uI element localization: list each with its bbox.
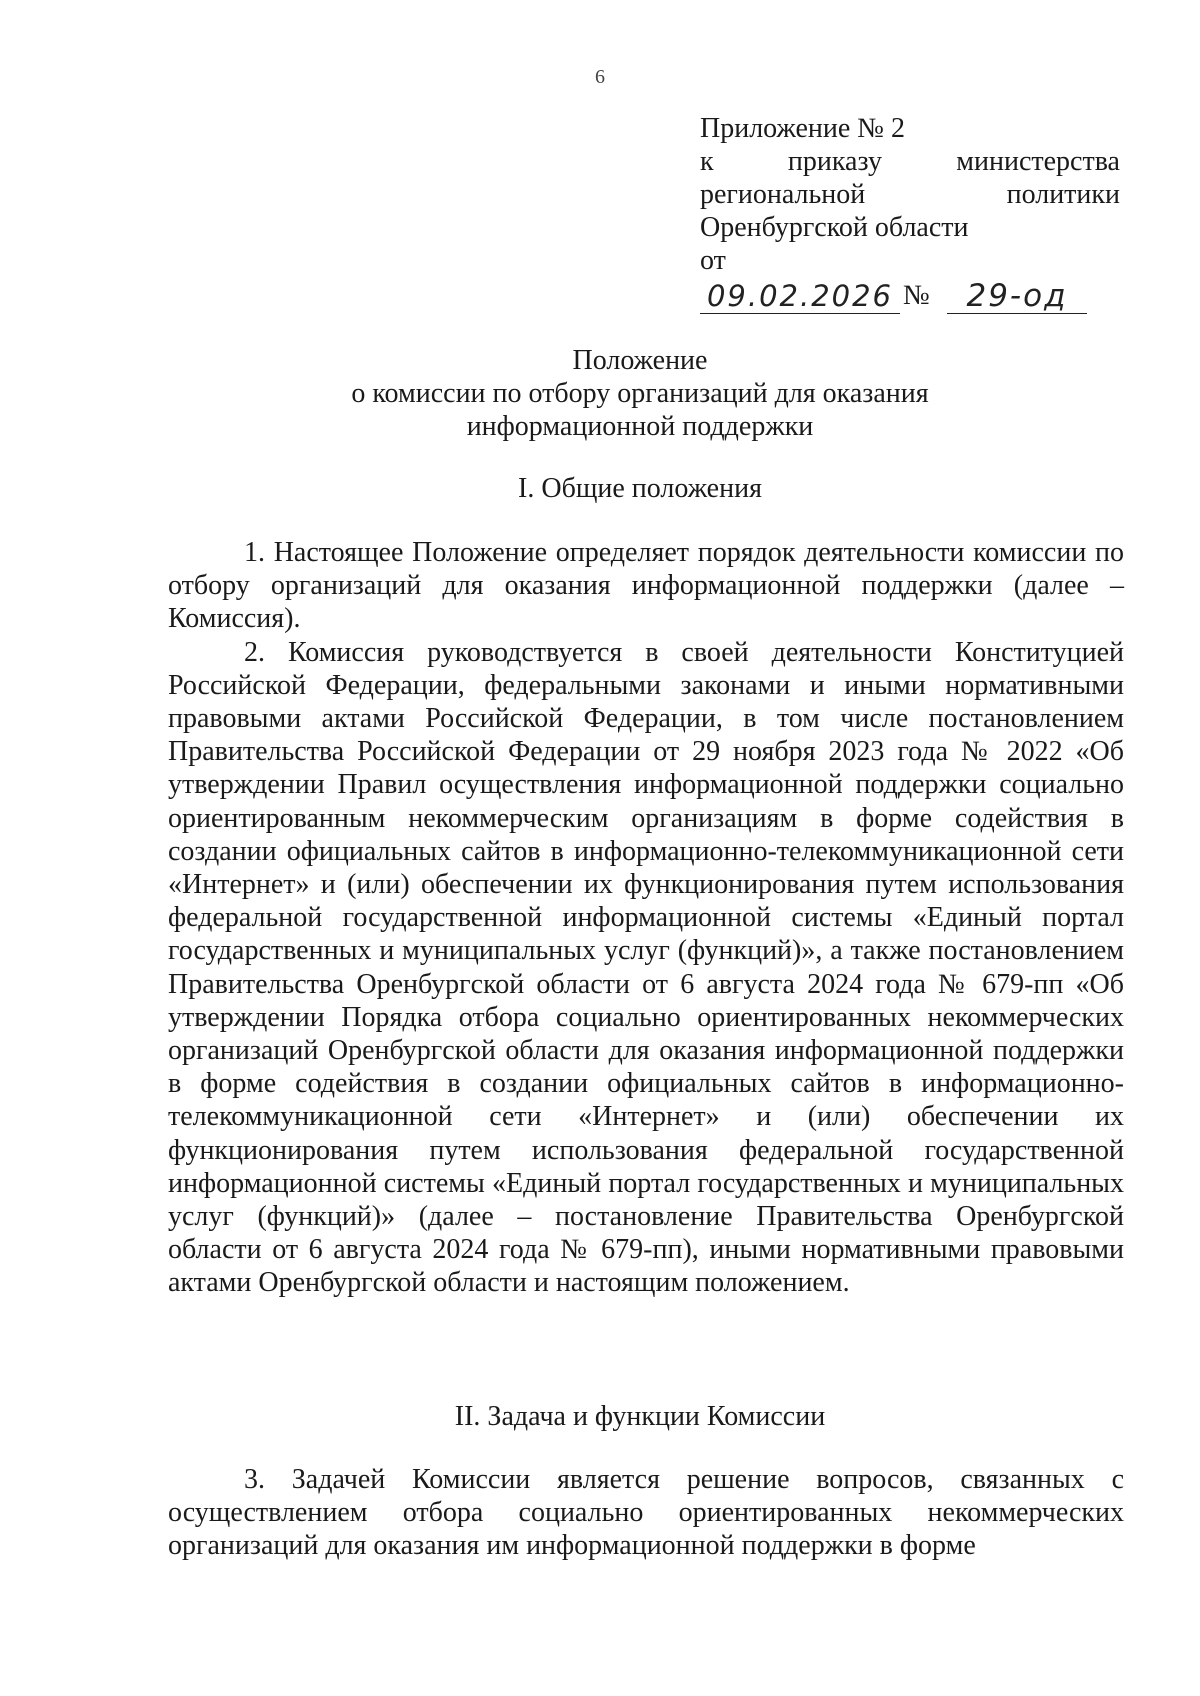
paragraph-1: 1. Настоящее Положение определяет порядок деятельности комиссии по отбору организаций для оказания информационной поддержки (далее – Комиссия). <box>168 537 1124 635</box>
title-line-1: Положение <box>572 345 708 376</box>
handwritten-date: 09.02.2026 <box>700 279 900 314</box>
paragraph-3: 3. Задачей Комиссии является решение вопросов, связанных с осуществлением отбора социально ориентированных некоммерческих организаций для оказания им информационной поддержки в форме <box>168 1464 1124 1562</box>
appendix-order-line: к приказу министерства <box>700 146 1120 177</box>
section-2-body <box>168 1463 1124 1563</box>
title-line-3: информационной поддержки <box>466 411 814 442</box>
appendix-from-label: от <box>700 245 726 276</box>
appendix-title: Приложение № 2 <box>700 113 905 144</box>
appendix-region-line: Оренбургской области <box>700 212 969 243</box>
appendix-block <box>700 112 1120 325</box>
number-sign: № <box>903 280 930 311</box>
paragraph-2: 2. Комиссия руководствуется в своей деятельности Конституцией Российской Федерации, федеральными законами и иными нормативными правовыми актами Российской Федерации, в том числе постановлением Правительства Российской Федерации от 29 ноября 2023 года № 2022 «Об утверждении Правил осуществления информационной поддержки социально ориентированным некоммерческим организациям в форме содействия в создании официальных сайтов в информационно-телекоммуникационной сети «Интернет» и (или) обеспечении их функционирования путем использования федеральной государственной информационной системы «Единый портал государственных и муниципальных услуг (функций)», а также постановлением Правительства Оренбургской области от 6 августа 2024 года № 679-пп «Об утверждении Порядка отбора социально ориентированных некоммерческих организаций Оренбургской области для оказания информационной поддержки в форме содействия в создании официальных сайтов в информационно-телекоммуникационной сети «Интернет» и (или) обеспечении их функционирования путем использования федеральной государственной информационной системы «Единый портал государственных и муниципальных услуг (функций)» (далее – постановление Правительства Оренбургской области от 6 августа 2024 года № 679-пп), иными нормативными правовыми актами Оренбургской области и настоящим положением. <box>168 636 1124 1299</box>
document-title <box>0 344 1200 443</box>
title-line-2: о комиссии по отбору организаций для оказания <box>351 378 929 409</box>
section-1-body <box>168 536 1124 1300</box>
order-date-number-row <box>700 279 1120 325</box>
section-1-heading: I. Общие положения <box>518 473 762 504</box>
appendix-ministry-line: региональной политики <box>700 179 1120 210</box>
section-2-heading: II. Задача и функции Комиссии <box>454 1401 826 1432</box>
page-number: 6 <box>595 66 605 88</box>
handwritten-order-number: 29-од <box>947 279 1087 314</box>
